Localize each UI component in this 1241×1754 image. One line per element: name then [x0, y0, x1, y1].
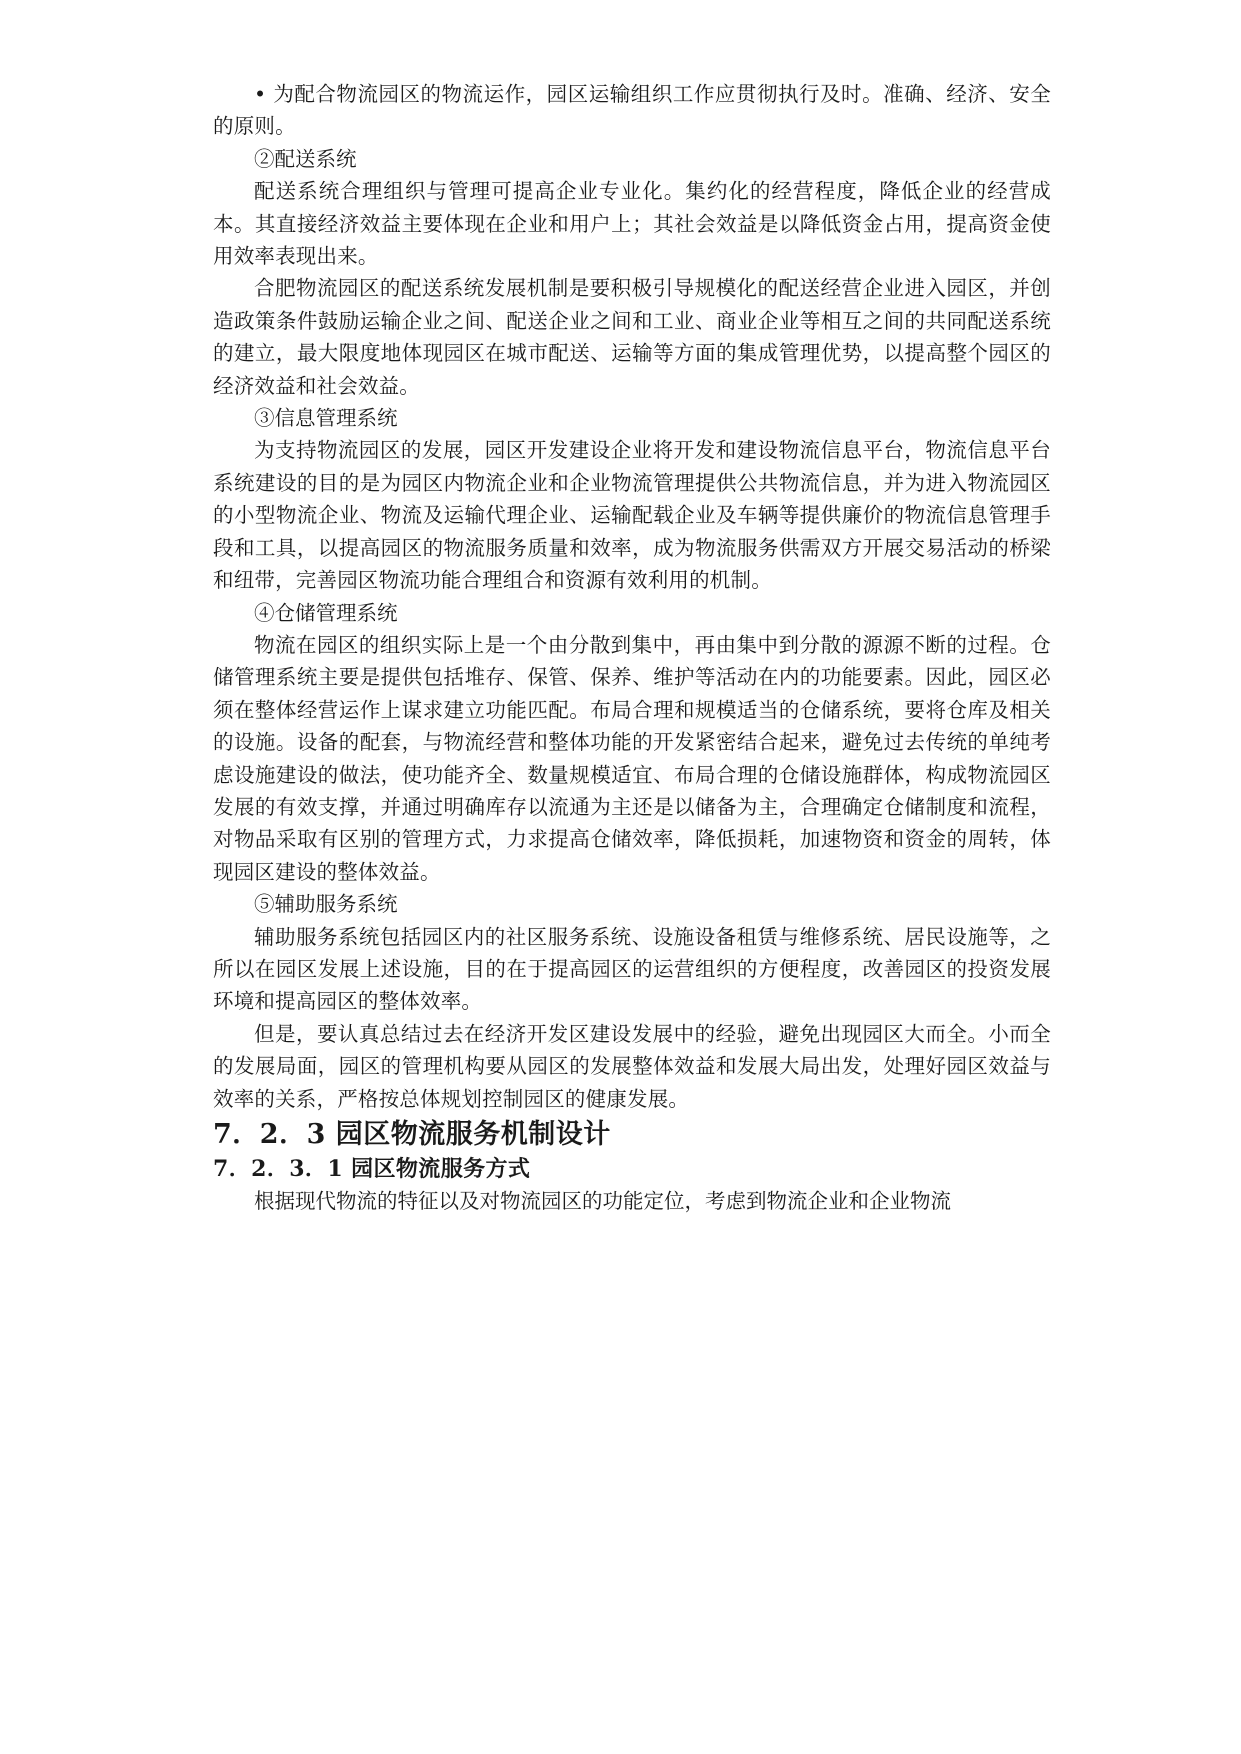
- document-page: [213, 78, 1051, 1217]
- paragraph-warehouse-management: 物流在园区的组织实际上是一个由分散到集中，再由集中到分散的源源不断的过程。仓储管理系统主要是提供包括堆存、保管、保养、维护等活动在内的功能要素。因此，园区必须在整体经营运作上谋求建立功能匹配。布局合理和规模适当的仓储系统，要将仓库及相关的设施。设备的配套，与物流经营和整体功能的开发紧密结合起来，避免过去传统的单纯考虑设施建设的做法，使功能齐全、数量规模适宜、布局合理的仓储设施群体，构成物流园区发展的有效支撑，并通过明确库存以流通为主还是以储备为主，合理确定仓储制度和流程，对物品采取有区别的管理方式，力求提高仓储效率，降低损耗，加速物资和资金的周转，体现园区建设的整体效益。: [213, 632, 1051, 884]
- paragraph-development-caution: 但是，要认真总结过去在经济开发区建设发展中的经验，避免出现园区大而全。小而全的发展局面，园区的管理机构要从园区的发展整体效益和发展大局出发，处理好园区效益与效率的关系，严格按总体规划控制园区的健康发展。: [213, 1021, 1051, 1111]
- paragraph-transport-principles: • 为配合物流园区的物流运作，园区运输组织工作应贯彻执行及时。准确、经济、安全的原则。: [213, 82, 1051, 139]
- section-title-warehouse-system: ④仓储管理系统: [254, 600, 398, 625]
- heading-7-2-3: 7．2．3 园区物流服务机制设计: [213, 1119, 611, 1150]
- paragraph-service-mode-intro: 根据现代物流的特征以及对物流园区的功能定位，考虑到物流企业和企业物流: [254, 1189, 951, 1213]
- section-title-information-system: ③信息管理系统: [254, 406, 398, 431]
- paragraph-distribution-mechanism: 合肥物流园区的配送系统发展机制是要积极引导规模化的配送经营企业进入园区，并创造政策条件鼓励运输企业之间、配送企业之间和工业、商业企业等相互之间的共同配送系统的建立，最大限度地体现园区在城市配送、运输等方面的集成管理优势，以提高整个园区的经济效益和社会效益。: [213, 276, 1051, 398]
- section-title-auxiliary-services: ⑤辅助服务系统: [254, 892, 398, 917]
- heading-7-2-3-1: 7．2．3．1 园区物流服务方式: [213, 1156, 531, 1182]
- paragraph-distribution-benefits: 配送系统合理组织与管理可提高企业专业化。集约化的经营程度，降低企业的经营成本。其直接经济效益主要体现在企业和用户上；其社会效益是以降低资金占用，提高资金使用效率表现出来。: [213, 179, 1051, 269]
- section-title-distribution-system: ②配送系统: [254, 146, 357, 171]
- paragraph-information-platform: 为支持物流园区的发展，园区开发建设企业将开发和建设物流信息平台，物流信息平台系统建设的目的是为园区内物流企业和企业物流管理提供公共物流信息，并为进入物流园区的小型物流企业、物流及运输代理企业、运输配载企业及车辆等提供廉价的物流信息管理手段和工具，以提高园区的物流服务质量和效率，成为物流服务供需双方开展交易活动的桥梁和纽带，完善园区物流功能合理组合和资源有效利用的机制。: [213, 438, 1051, 593]
- paragraph-auxiliary-services: 辅助服务系统包括园区内的社区服务系统、设施设备租赁与维修系统、居民设施等，之所以在园区发展上述设施，目的在于提高园区的运营组织的方便程度，改善园区的投资发展环境和提高园区的整体效率。: [213, 924, 1051, 1014]
